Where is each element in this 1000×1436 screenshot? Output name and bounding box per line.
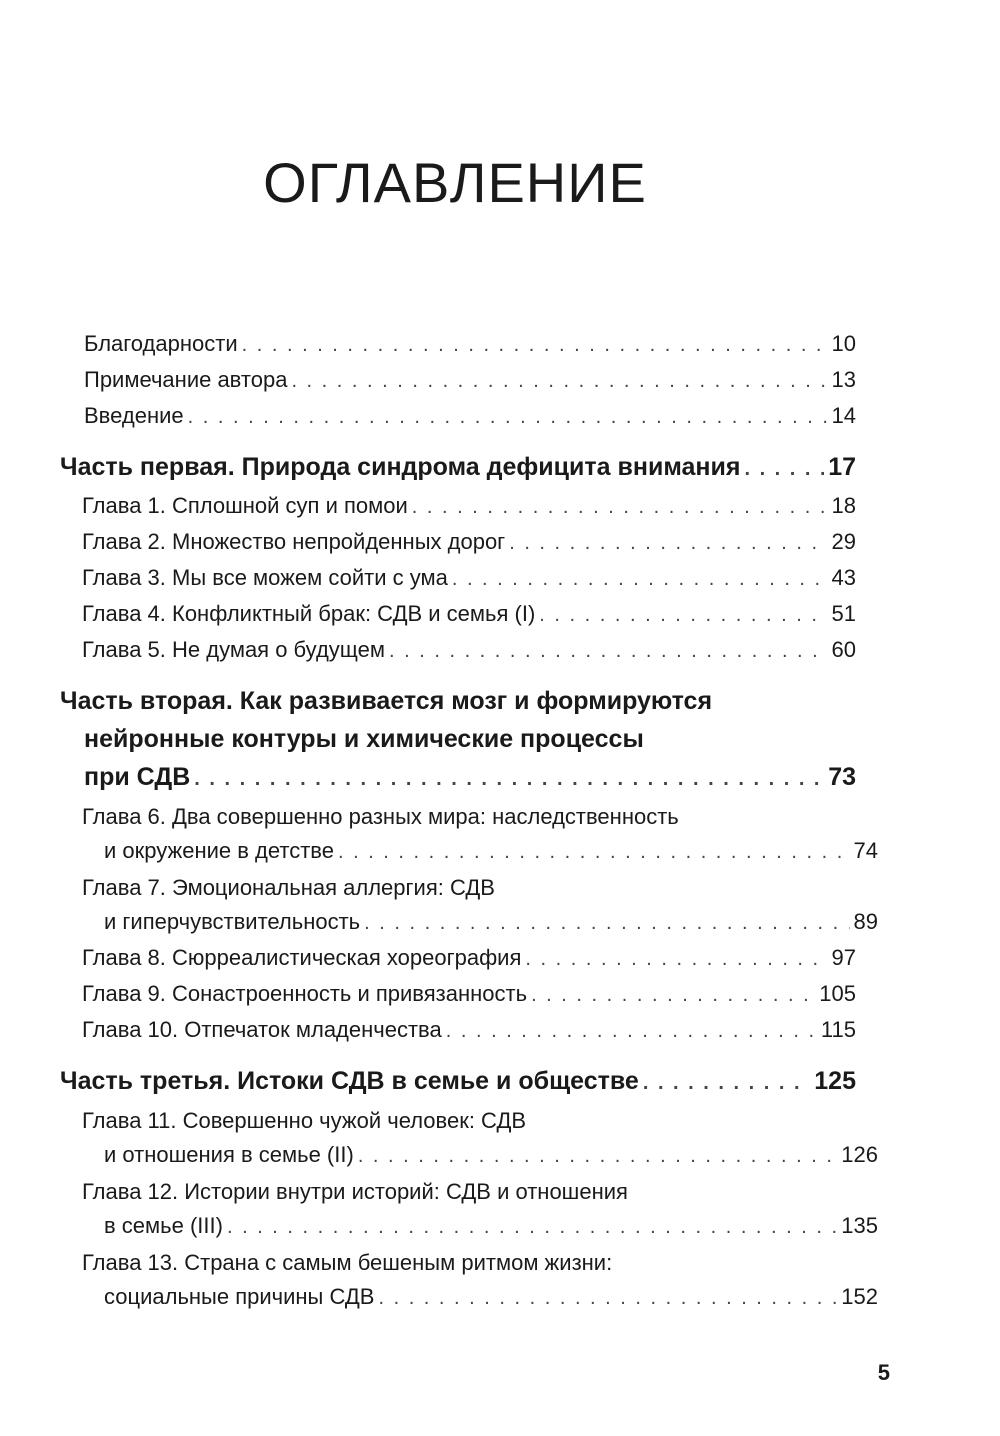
dot-leader xyxy=(531,977,815,1013)
toc-part-2[interactable] xyxy=(60,682,856,798)
toc-entry-page: 13 xyxy=(831,367,856,392)
toc-part-page: 17 xyxy=(828,453,856,481)
toc-chapter-label-line-1: Глава 13. Страна с самым бешеным ритмом жизни: xyxy=(82,1250,613,1275)
toc-chapter-page: 18 xyxy=(831,493,856,518)
toc-chapter-9[interactable] xyxy=(60,976,856,1012)
toc-chapter-label-line-1: Глава 7. Эмоциональная аллергия: СДВ xyxy=(82,875,495,900)
toc-chapter-last-line xyxy=(82,1280,878,1315)
dot-leader xyxy=(378,1281,837,1315)
toc-chapter-label-line-2: и отношения в семье (II) xyxy=(104,1142,354,1167)
toc-chapter-7[interactable] xyxy=(60,871,878,940)
toc-chapter-label-line-2: в семье (III) xyxy=(104,1213,223,1238)
toc-chapter-page: 89 xyxy=(853,909,878,934)
toc-chapter-2[interactable] xyxy=(60,524,856,560)
toc-chapter-label: Глава 2. Множество непройденных дорог xyxy=(82,529,506,554)
toc-entry-author-note[interactable] xyxy=(60,362,856,398)
dot-leader xyxy=(358,1139,837,1173)
toc-chapter-label-line-1: Глава 6. Два совершенно разных мира: наследственность xyxy=(82,804,679,829)
toc-chapter-last-line xyxy=(82,1209,878,1244)
toc-chapter-label-line-1: Глава 11. Совершенно чужой человек: СДВ xyxy=(82,1108,527,1133)
toc-part-1[interactable] xyxy=(60,448,856,488)
toc-entry-label: Примечание автора xyxy=(84,367,288,392)
toc-chapter-page: 74 xyxy=(853,838,878,863)
dot-leader xyxy=(227,1210,837,1244)
toc-part-page: 125 xyxy=(814,1067,856,1095)
toc-chapter-label: Глава 4. Конфликтный брак: СДВ и семья (I) xyxy=(82,601,536,626)
toc-chapter-label: Глава 3. Мы все можем сойти с ума xyxy=(82,565,448,590)
toc-part-3[interactable] xyxy=(60,1062,856,1102)
dot-leader xyxy=(452,561,828,597)
toc-chapter-page: 105 xyxy=(819,981,856,1006)
toc-chapter-page: 97 xyxy=(831,945,856,970)
toc-chapter-label: Глава 8. Сюрреалистическая хореография xyxy=(82,945,522,970)
dot-leader xyxy=(194,760,824,798)
toc-chapter-page: 152 xyxy=(841,1284,878,1309)
toc-chapter-10[interactable] xyxy=(60,1012,856,1048)
toc-part-last-line xyxy=(60,758,856,798)
toc-chapter-label: Глава 5. Не думая о будущем xyxy=(82,637,385,662)
toc-chapter-last-line xyxy=(82,1138,878,1173)
toc-part-page: 73 xyxy=(828,763,856,791)
page-title: ОГЛАВЛЕНИЕ xyxy=(263,151,647,214)
toc-entry-acknowledgements[interactable] xyxy=(60,326,856,362)
dot-leader xyxy=(291,363,827,399)
toc-chapter-page: 60 xyxy=(831,637,856,662)
page-number: 5 xyxy=(877,1360,890,1385)
toc-chapter-3[interactable] xyxy=(60,560,856,596)
toc-chapter-last-line xyxy=(82,905,878,940)
toc-part-label: Часть третья. Истоки СДВ в семье и обществе xyxy=(60,1067,639,1095)
dot-leader xyxy=(539,597,827,633)
toc-chapter-label: Глава 9. Сонастроенность и привязанность xyxy=(82,981,528,1006)
toc-chapter-6[interactable] xyxy=(60,800,878,869)
dot-leader xyxy=(744,450,824,488)
toc-chapter-label: Глава 10. Отпечаток младенчества xyxy=(82,1017,442,1042)
toc-chapter-12[interactable] xyxy=(60,1175,878,1244)
toc-entry-label: Введение xyxy=(84,403,184,428)
toc-entry-introduction[interactable] xyxy=(60,398,856,434)
dot-leader xyxy=(509,525,827,561)
toc-chapter-label-line-2: и окружение в детстве xyxy=(104,838,334,863)
toc-part-label-line-1: Часть вторая. Как развивается мозг и формируются xyxy=(60,687,713,715)
toc-entry-page: 14 xyxy=(831,403,856,428)
toc-chapter-page: 126 xyxy=(841,1142,878,1167)
dot-leader xyxy=(242,327,828,363)
dot-leader xyxy=(525,941,827,977)
dot-leader xyxy=(338,835,850,869)
toc-chapter-page: 115 xyxy=(820,1017,856,1042)
toc-chapter-page: 51 xyxy=(831,601,856,626)
toc-part-label-line-2: нейронные контуры и химические процессы xyxy=(84,725,644,753)
toc-chapter-5[interactable] xyxy=(60,632,856,668)
toc-chapter-11[interactable] xyxy=(60,1104,878,1173)
toc-chapter-page: 43 xyxy=(831,565,856,590)
table-of-contents xyxy=(60,326,878,1315)
toc-chapter-13[interactable] xyxy=(60,1246,878,1315)
toc-entry-label: Благодарности xyxy=(84,331,238,356)
toc-chapter-label: Глава 1. Сплошной суп и помои xyxy=(82,493,408,518)
toc-chapter-last-line xyxy=(82,834,878,869)
toc-part-label: Часть первая. Природа синдрома дефицита внимания xyxy=(60,453,741,481)
dot-leader xyxy=(446,1013,817,1049)
toc-chapter-page: 135 xyxy=(841,1213,878,1238)
toc-chapter-4[interactable] xyxy=(60,596,856,632)
toc-part-label-line-3: при СДВ xyxy=(84,763,191,791)
toc-chapter-8[interactable] xyxy=(60,940,856,976)
dot-leader xyxy=(188,399,828,435)
dot-leader xyxy=(364,906,849,940)
dot-leader xyxy=(643,1064,810,1102)
toc-chapter-label-line-1: Глава 12. Истории внутри историй: СДВ и отношения xyxy=(82,1179,628,1204)
toc-chapter-1[interactable] xyxy=(60,488,856,524)
toc-chapter-label-line-2: социальные причины СДВ xyxy=(104,1284,375,1309)
dot-leader xyxy=(389,633,828,669)
dot-leader xyxy=(412,489,828,525)
toc-chapter-page: 29 xyxy=(831,529,856,554)
toc-entry-page: 10 xyxy=(831,331,856,356)
toc-chapter-label-line-2: и гиперчувствительность xyxy=(104,909,361,934)
